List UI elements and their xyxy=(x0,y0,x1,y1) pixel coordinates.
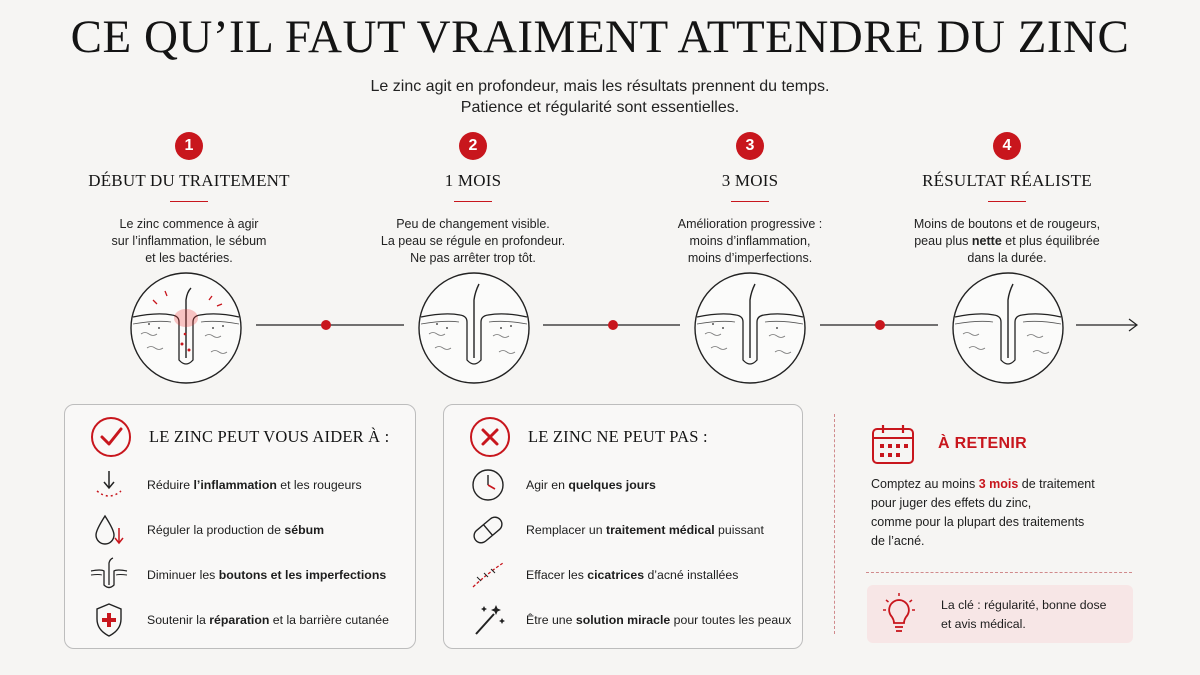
step-1 xyxy=(69,132,309,267)
calendar-icon xyxy=(870,422,916,466)
retenir-text: Comptez au moins 3 mois de traitement pour juger des effets du zinc, comme pour la plupart des traitements de l’acné. xyxy=(871,477,1095,548)
timeline-dot xyxy=(321,320,331,330)
section-separator xyxy=(834,414,835,634)
step-number-badge: 1 xyxy=(175,132,203,160)
subtitle-line-1: Le zinc agit en profondeur, mais les résultats prennent du temps. xyxy=(370,78,830,95)
list-item xyxy=(89,467,362,503)
list-item-text: Agir en quelques jours xyxy=(526,478,656,492)
step-description: Le zinc commence à agir sur l’inflammation, le sébum et les bactéries. xyxy=(111,217,267,265)
cannot-panel-header xyxy=(468,415,708,459)
step-underline xyxy=(731,201,769,202)
can-panel-header xyxy=(89,415,389,459)
step-2 xyxy=(353,132,593,267)
list-item xyxy=(89,602,389,638)
cannot-panel xyxy=(443,404,803,649)
scar-icon xyxy=(468,557,508,593)
step-4 xyxy=(887,132,1127,267)
step-title: 1 MOIS xyxy=(444,171,502,190)
step-number-badge: 4 xyxy=(993,132,1021,160)
can-panel-title: LE ZINC PEUT VOUS AIDER À : xyxy=(149,427,390,446)
retenir-header xyxy=(870,422,1027,466)
list-item-text: Réduire l’inflammation et les rougeurs xyxy=(147,478,362,492)
list-item xyxy=(89,512,324,548)
pill-icon xyxy=(468,512,508,548)
magic-wand-icon xyxy=(468,602,508,638)
arrow-down-icon xyxy=(89,467,129,503)
step-description: Amélioration progressive : moins d’inflammation, moins d’imperfections. xyxy=(677,217,823,265)
list-item xyxy=(468,557,738,593)
list-item-text: Diminuer les boutons et les imperfections xyxy=(147,568,387,582)
shield-cross-icon xyxy=(89,602,129,638)
step-underline xyxy=(988,201,1026,202)
healthy-skin-icon xyxy=(949,272,1067,384)
list-item-text: Effacer les cicatrices d’acné installées xyxy=(526,568,739,582)
list-item xyxy=(468,467,656,503)
list-item-text: Remplacer un traitement médical puissant xyxy=(526,523,764,537)
step-3 xyxy=(630,132,870,267)
can-panel xyxy=(64,404,416,649)
retenir-title: À RETENIR xyxy=(938,435,1027,452)
skin-cross-section-icon xyxy=(415,272,533,384)
step-title: RÉSULTAT RÉALISTE xyxy=(922,171,1092,190)
clock-icon xyxy=(468,467,508,503)
subtitle-line-2: Patience et régularité sont essentielles. xyxy=(460,99,740,116)
hair-follicle-icon xyxy=(89,557,129,593)
step-number-badge: 2 xyxy=(459,132,487,160)
step-description: Moins de boutons et de rougeurs, peau plus nette et plus équilibrée dans la durée. xyxy=(913,217,1101,265)
list-item xyxy=(468,512,764,548)
step-underline xyxy=(454,201,492,202)
step-title: DÉBUT DU TRAITEMENT xyxy=(88,171,290,190)
step-title: 3 MOIS xyxy=(721,171,779,190)
list-item xyxy=(89,557,386,593)
list-item-text: Réguler la production de sébum xyxy=(147,523,325,537)
list-item-text: Soutenir la réparation et la barrière cutanée xyxy=(147,613,389,627)
key-callout-text: La clé : régularité, bonne dose et avis médical. xyxy=(941,598,1107,631)
checkmark-circle-icon xyxy=(89,415,133,459)
list-item xyxy=(468,602,791,638)
step-number-badge: 3 xyxy=(736,132,764,160)
timeline-dot xyxy=(608,320,618,330)
x-circle-icon xyxy=(468,415,512,459)
step-description: Peu de changement visible. La peau se régule en profondeur. Ne pas arrêter trop tôt. xyxy=(380,217,566,265)
list-item-text: Être une solution miracle pour toutes les peaux xyxy=(526,613,792,627)
step-underline xyxy=(170,201,208,202)
lightbulb-icon xyxy=(883,592,915,636)
page-subtitle xyxy=(0,76,1200,118)
inflamed-skin-icon xyxy=(127,272,245,384)
skin-cross-section-icon xyxy=(691,272,809,384)
key-callout xyxy=(867,585,1133,643)
retenir-divider xyxy=(866,572,1132,573)
cannot-panel-title: LE ZINC NE PEUT PAS : xyxy=(528,427,708,446)
timeline-dot xyxy=(875,320,885,330)
page-title: CE QU’IL FAUT VRAIMENT ATTENDRE DU ZINC xyxy=(70,11,1130,63)
drop-icon xyxy=(89,512,129,548)
